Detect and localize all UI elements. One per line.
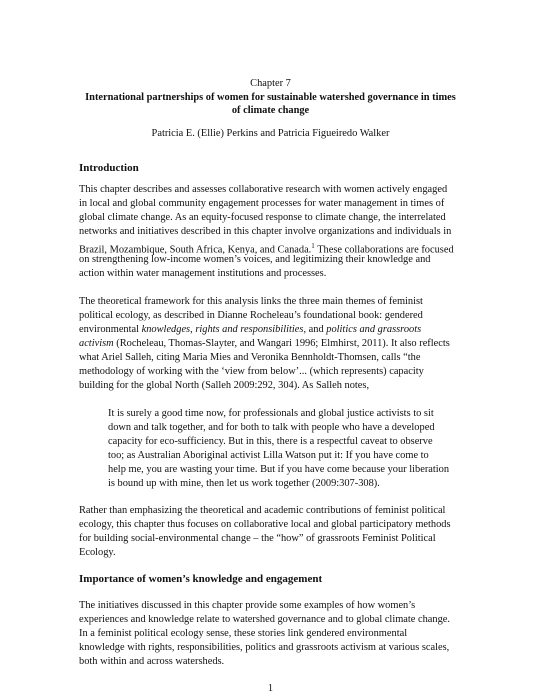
paragraph-line: Rather than emphasizing the theoretical and academic contributions of feminist political: [79, 505, 446, 516]
text-run: (Rocheleau, Thomas-Slayter, and Wangari 1996; Elmhirst, 2011). It also reflects: [113, 338, 450, 349]
italic-term: rights and responsibilities: [195, 324, 304, 335]
paragraph-line: both within and across watersheds.: [79, 656, 225, 667]
chapter-label: Chapter 7: [250, 78, 291, 89]
paragraph-line: knowledge with rights, responsibilities, politics and grassroots activism at various scales,: [79, 642, 450, 653]
paragraph-line: [79, 323, 421, 337]
paragraph-line: Ecology.: [79, 547, 116, 558]
paragraph-text: These collaborations are focused: [314, 244, 454, 256]
quote-line: is bound up with mine, then let us work together (2009:307-308).: [108, 478, 380, 489]
text-run: environmental: [79, 324, 142, 335]
italic-term: knowledges: [141, 324, 191, 335]
chapter-title-line-1: International partnerships of women for sustainable watershed governance in times: [85, 92, 456, 103]
paragraph-line: on strengthening low-income women’s voices, and legitimizing their knowledge and: [79, 254, 431, 265]
page-number: 1: [267, 683, 274, 694]
paragraph-line: building for the global North (Salleh 2009:292, 304). As Salleh notes,: [79, 380, 370, 391]
quote-line: down and talk together, and for both to talk with people who have a developed: [108, 422, 435, 433]
paragraph-line: methodology of working with the ‘view from below’... (which represents) capacity: [79, 366, 424, 377]
paragraph-line: experiences and knowledge relate to watershed governance and to global climate change.: [79, 614, 451, 625]
quote-line: It is surely a good time now, for professionals and global justice activists to sit: [108, 408, 434, 419]
paragraph-line: In a feminist political ecology sense, these stories link gendered environmental: [79, 628, 408, 639]
paragraph-line: networks and initiatives described in this chapter involve organizations and individuals in: [79, 226, 452, 237]
chapter-authors: Patricia E. (Ellie) Perkins and Patricia Figueiredo Walker: [151, 128, 390, 139]
italic-term: politics and grassroots: [326, 324, 422, 335]
text-run: ,: [190, 324, 196, 335]
introduction-heading: Introduction: [79, 162, 139, 174]
quote-line: capacity for eco-sufficiency. But in this, there is a respectful caveat to observe: [108, 436, 433, 447]
importance-heading: Importance of women’s knowledge and engagement: [79, 573, 323, 585]
paragraph-line: action within water management institutions and processes.: [79, 268, 327, 279]
paragraph-line: The initiatives discussed in this chapter provide some examples of how women’s: [79, 600, 416, 611]
footnote-marker[interactable]: 1: [311, 242, 315, 250]
text-run: , and: [303, 324, 327, 335]
paragraph-line: political ecology, as described in Dianne Rocheleau’s foundational book: gendered: [79, 310, 423, 321]
paragraph-line: ecology, this chapter thus focuses on collaborative local and global participatory methods: [79, 519, 451, 530]
quote-line: help me, you are wasting your time. But if you have come because your liberation: [108, 464, 450, 475]
italic-term: activism: [79, 338, 114, 349]
paragraph-line: in local and global community engagement processes for water management in times of: [79, 198, 445, 209]
paragraph-line: global climate change. As an equity-focused response to climate change, the interrelated: [79, 212, 446, 223]
chapter-title-line-2: of climate change: [231, 105, 310, 116]
paragraph-line: what Ariel Salleh, citing Maria Mies and Veronika Bennholdt-Thomsen, calls “the: [79, 352, 421, 363]
paragraph-text: Brazil, Mozambique, South Africa, Kenya, and Canada.: [79, 244, 312, 256]
paragraph-line: for building social-environmental change – the “how” of grassroots Feminist Political: [79, 533, 436, 544]
paragraph-line: This chapter describes and assesses collaborative research with women actively engaged: [79, 184, 448, 195]
quote-line: too; as Australian Aboriginal activist Lilla Watson put it: If you have come to: [108, 450, 429, 461]
paragraph-line: The theoretical framework for this analysis links the three main themes of feminist: [79, 296, 423, 307]
paragraph-line: [79, 337, 450, 351]
